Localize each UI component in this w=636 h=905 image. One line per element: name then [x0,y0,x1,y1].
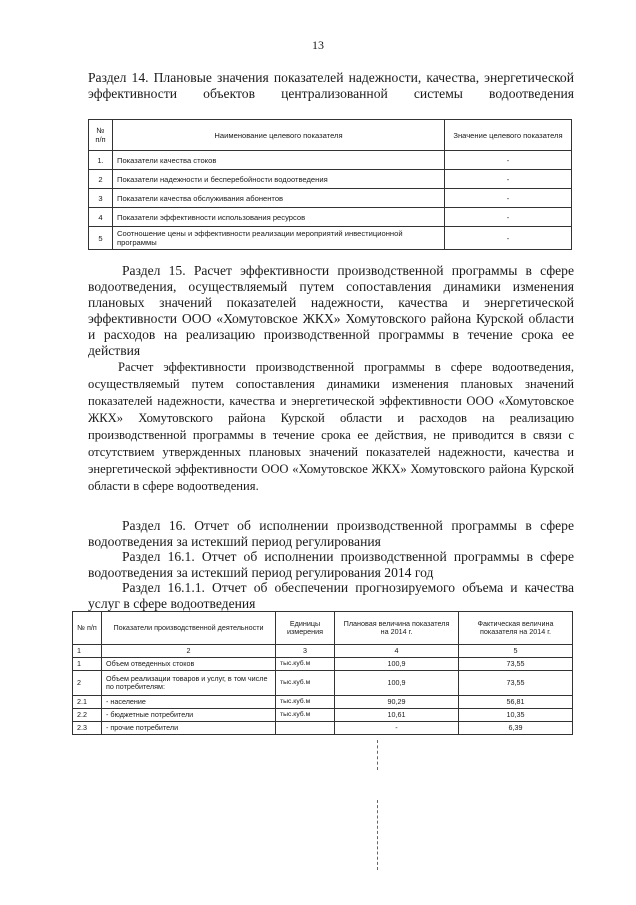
row-name: - прочие потребители [102,722,276,735]
target-indicators-table [88,119,572,250]
row-name: - население [102,696,276,709]
col-number: 2 [102,645,276,658]
row-value: - [445,189,572,208]
table-row [73,671,573,696]
header-unit: Единицы измерения [276,612,335,645]
header-indicator-value: Значение целевого показателя [445,120,572,151]
row-value: - [445,208,572,227]
row-number: 2 [89,170,113,189]
table-row [73,709,573,722]
row-fact: 56,81 [459,696,573,709]
row-fact: 73,55 [459,671,573,696]
col-number: 4 [335,645,459,658]
table-row [73,696,573,709]
col-number: 3 [276,645,335,658]
row-name: Показатели надежности и бесперебойности водоотведения [113,170,445,189]
table-row [73,722,573,735]
row-value: - [445,170,572,189]
row-fact: 10,35 [459,709,573,722]
row-name: Показатели качества обслуживания абонентов [113,189,445,208]
row-name: Показатели эффективности использования ресурсов [113,208,445,227]
row-number: 5 [89,227,113,250]
row-name: Показатели качества стоков [113,151,445,170]
table-row [89,208,572,227]
row-value: - [445,151,572,170]
header-indicator-name: Наименование целевого показателя [113,120,445,151]
section-16-1-title: Раздел 16.1. Отчет об исполнении производственной программы в сфере водоотведения за истекший период регулирования 2014 год [88,549,574,580]
row-plan: 90,29 [335,696,459,709]
row-name: Объем отведенных стоков [102,658,276,671]
row-name: Соотношение цены и эффективности реализации мероприятий инвестиционной программы [113,227,445,250]
row-unit: тыс.куб.м [276,696,335,709]
table-row [89,151,572,170]
header-number: № п/п [73,612,102,645]
section-15-body: Расчет эффективности производственной программы в сфере водоотведения, осуществляемый путем сопоставления динамики изменения плановых значений показателей надежности, качества и энергетической эффективности ООО «Хомутовское ЖКХ» Хомутовского района Курской области и расходов на реализацию производственной программы в течение срока ее действия, не приводится в связи с отсутствием утвержденных плановых значений показателей надежности, качества и энергетической эффективности ООО «Хомутовское ЖКХ» Хомутовского района Курской области в сфере водоотведения. [88,360,574,493]
row-unit: тыс.куб.м [276,709,335,722]
page-number: 13 [312,38,324,52]
row-fact: 73,55 [459,658,573,671]
row-plan: - [335,722,459,735]
header-number: № п/п [89,120,113,151]
table-header-row [73,612,573,645]
row-plan: 10,61 [335,709,459,722]
table-row [89,170,572,189]
row-number: 1. [89,151,113,170]
col-number: 1 [73,645,102,658]
row-number: 3 [89,189,113,208]
header-plan: Плановая величина показателя на 2014 г. [335,612,459,645]
header-indicator: Показатели производственной деятельности [102,612,276,645]
table-row [89,227,572,250]
row-number: 1 [73,658,102,671]
row-unit [276,722,335,735]
section-16-title: Раздел 16. Отчет об исполнении производственной программы в сфере водоотведения за истекший период регулирования [88,518,574,549]
scan-artifact-line [377,740,378,770]
row-number: 2 [73,671,102,696]
row-name: Объем реализации товаров и услуг, в том числе по потребителям: [102,671,276,696]
column-numbers-row [73,645,573,658]
row-number: 2.1 [73,696,102,709]
row-number: 2.2 [73,709,102,722]
table-row [89,189,572,208]
table-row [73,658,573,671]
row-name: - бюджетные потребители [102,709,276,722]
row-value: - [445,227,572,250]
row-fact: 6,39 [459,722,573,735]
section-15-title: Раздел 15. Расчет эффективности производственной программы в сфере водоотведения, осуществляемый путем сопоставления динамики изменения плановых значений показателей надежности, качества и энергетической эффективности ООО «Хомутовское ЖКХ» Хомутовского района Курской области и расходов на реализацию производственной программы в течение срока ее действия [88,263,574,358]
service-volume-report-table [72,611,573,735]
section-14-title: Раздел 14. Плановые значения показателей надежности, качества, энергетической эффективности объектов централизованной системы водоотведения [88,70,574,101]
section-16-1-1-title: Раздел 16.1.1. Отчет об обеспечении прогнозируемого объема и качества услуг в сфере водоотведения [88,580,574,611]
header-fact: Фактическая величина показателя на 2014 г. [459,612,573,645]
row-plan: 100,9 [335,658,459,671]
row-number: 4 [89,208,113,227]
row-plan: 100,9 [335,671,459,696]
col-number: 5 [459,645,573,658]
scan-artifact-line [377,800,378,870]
row-unit: тыс.куб.м [276,658,335,671]
row-unit: тыс.куб.м [276,671,335,696]
table-header-row [89,120,572,151]
row-number: 2.3 [73,722,102,735]
